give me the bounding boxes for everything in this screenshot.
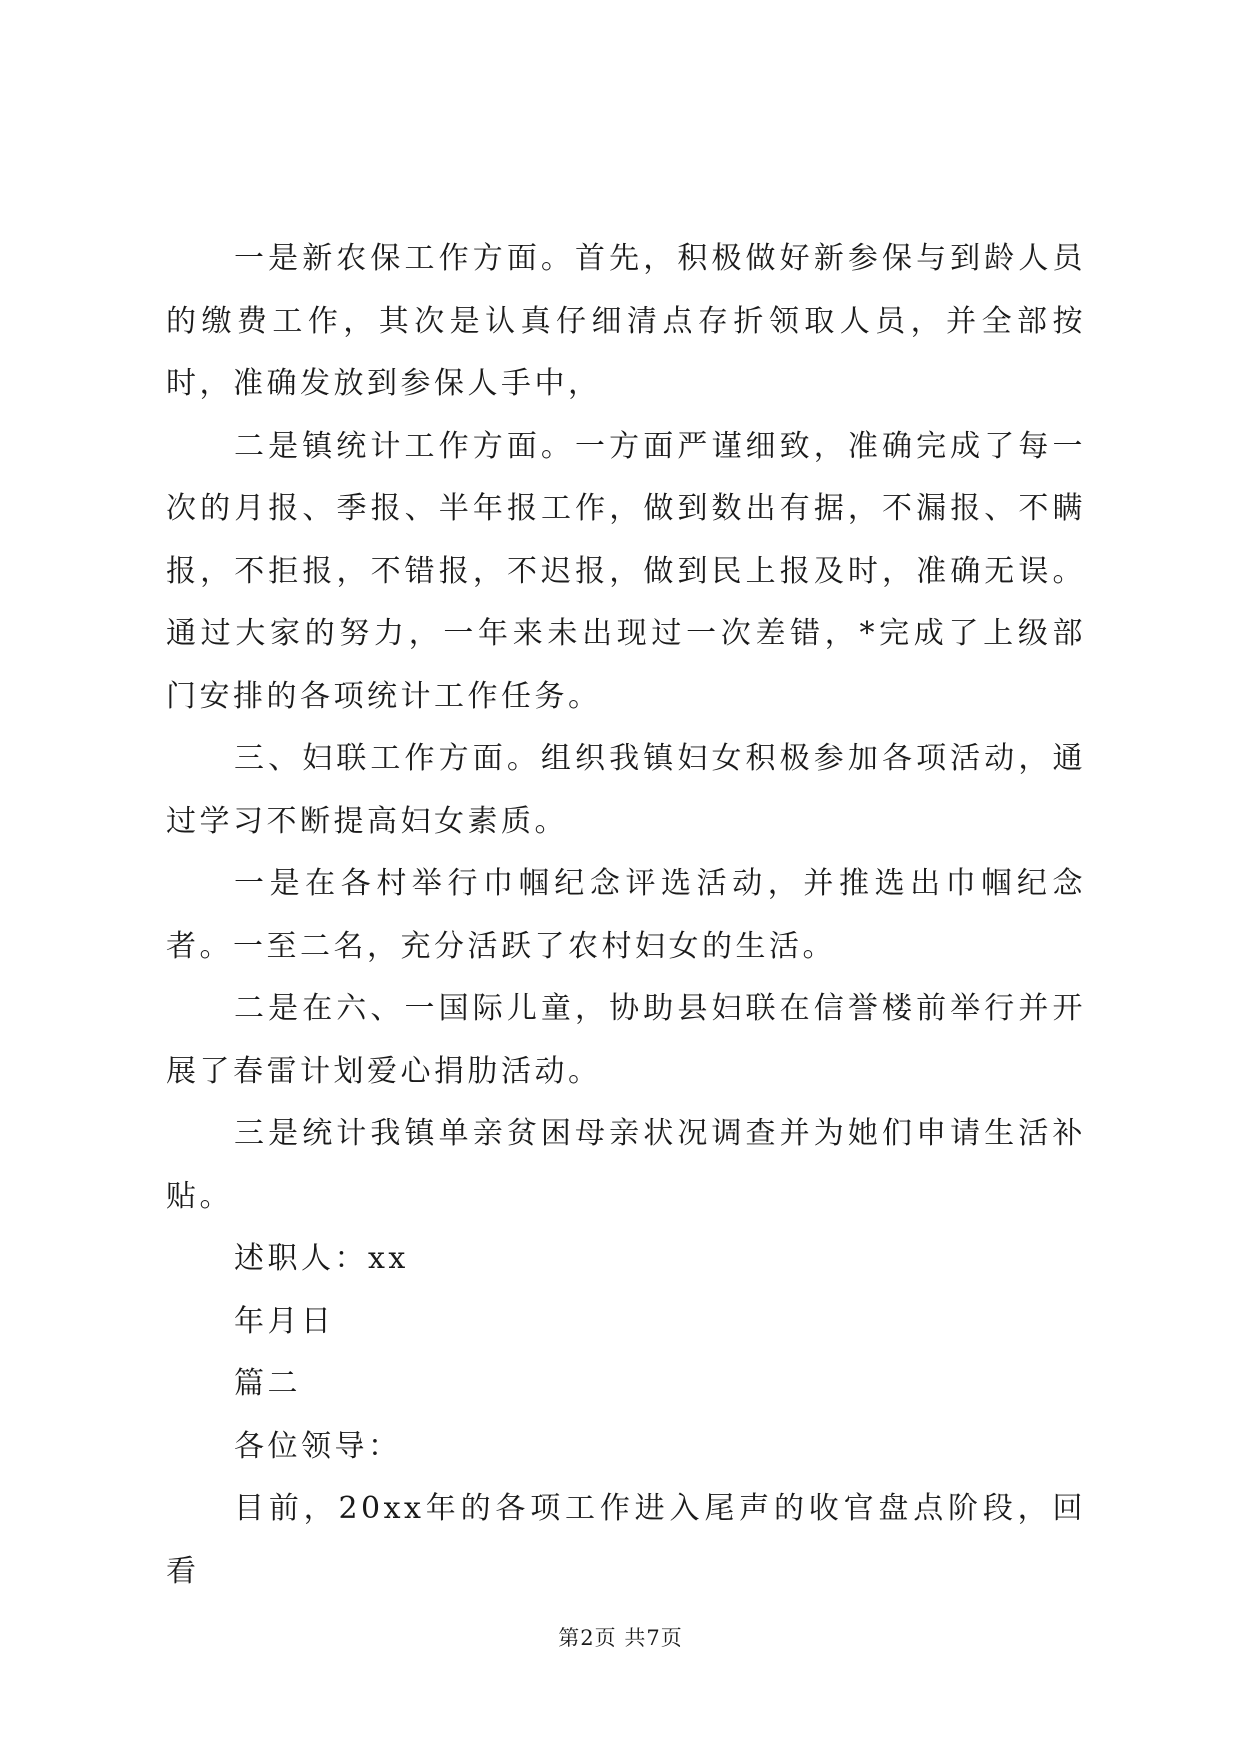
paragraph-item-three: 三是统计我镇单亲贫困母亲状况调查并为她们申请生活补贴。 <box>166 1116 1086 1214</box>
paragraph-womens-federation: 三、妇联工作方面。组织我镇妇女积极参加各项活动，通过学习不断提高妇女素质。 <box>166 741 1086 839</box>
section-heading: 篇二 <box>234 1366 301 1401</box>
paragraph-new-rural-insurance: 一是新农保工作方面。首先，积极做好新参保与到龄人员的缴费工作，其次是认真仔细清点存折领取人员，并全部按时，准确发放到参保人手中， <box>166 241 1086 401</box>
paragraph-town-statistics: 二是镇统计工作方面。一方面严谨细致，准确完成了每一次的月报、季报、半年报工作，做到数出有据，不漏报、不瞒报，不拒报，不错报，不迟报，做到民上报及时，准确无误。通过大家的努力，一年来未出现过一次差错，*完成了上级部门安排的各项统计工作任务。 <box>166 428 1086 714</box>
document-body <box>166 228 1086 1603</box>
salutation: 各位领导： <box>234 1428 402 1464</box>
signature-line: 述职人：xx <box>234 1241 409 1276</box>
date-line: 年月日 <box>234 1303 335 1339</box>
page-number-footer: 第2页 共7页 <box>558 1626 683 1650</box>
paragraph-item-one: 一是在各村举行巾帼纪念评选活动，并推选出巾帼纪念者。一至二名，充分活跃了农村妇女的生活。 <box>166 866 1086 964</box>
paragraph-opening: 目前，20xx年的各项工作进入尾声的收官盘点阶段，回看 <box>166 1491 1086 1589</box>
paragraph-item-two: 二是在六、一国际儿童，协助县妇联在信誉楼前举行并开展了春雷计划爱心捐肋活动。 <box>166 991 1086 1089</box>
